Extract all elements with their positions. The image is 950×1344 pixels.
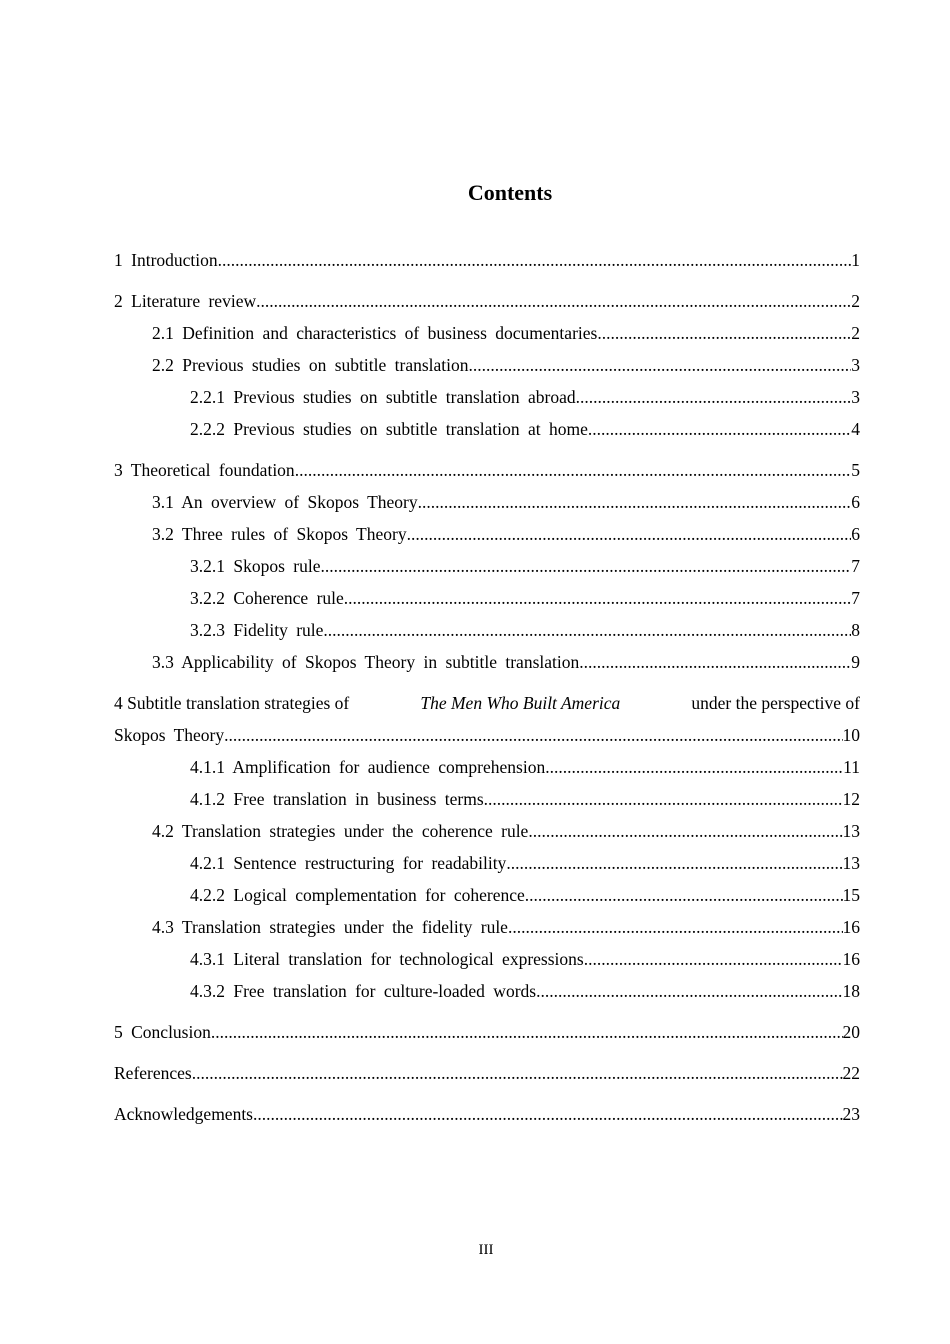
dot-leader bbox=[484, 783, 843, 815]
toc-entry-page: 4 bbox=[851, 419, 860, 439]
toc-entry-label: Acknowledgements bbox=[114, 1104, 253, 1124]
dot-leader bbox=[192, 1057, 843, 1089]
toc-entry-label: 4.1.1 Amplification for audience comprehension bbox=[190, 757, 546, 777]
toc-entry[interactable] bbox=[114, 879, 860, 911]
toc-entry-label: 4.3 Translation strategies under the fidelity rule bbox=[152, 917, 508, 937]
dot-leader bbox=[256, 285, 851, 317]
dot-leader bbox=[545, 751, 843, 783]
toc-entry-page: 22 bbox=[842, 1063, 860, 1083]
dot-leader bbox=[418, 486, 852, 518]
toc-entry[interactable] bbox=[114, 413, 860, 445]
toc-entry-page: 11 bbox=[843, 757, 860, 777]
toc-entry-label: 3.2 Three rules of Skopos Theory bbox=[152, 524, 407, 544]
toc-entry-page: 7 bbox=[851, 556, 860, 576]
toc-entry-page: 6 bbox=[851, 524, 860, 544]
toc-entry-page: 18 bbox=[842, 981, 860, 1001]
dot-leader bbox=[211, 1016, 843, 1048]
toc-entry-label: 2.2.1 Previous studies on subtitle translation abroad bbox=[190, 387, 576, 407]
toc-entry-page: 23 bbox=[842, 1104, 860, 1124]
dot-leader bbox=[588, 413, 851, 445]
toc-entry-label: 3.2.2 Coherence rule bbox=[190, 588, 344, 608]
toc-entry-label-continued: Skopos Theory bbox=[114, 725, 225, 745]
toc-entry-page: 10 bbox=[842, 725, 860, 745]
toc-entry[interactable] bbox=[114, 911, 860, 943]
toc-entry-page: 13 bbox=[842, 821, 860, 841]
toc-entry[interactable] bbox=[114, 381, 860, 413]
toc-entry-chapter-4-line-2[interactable] bbox=[114, 719, 860, 751]
toc-entry-page: 3 bbox=[851, 355, 860, 375]
toc-entry-page: 5 bbox=[851, 460, 860, 480]
toc-entry[interactable] bbox=[114, 975, 860, 1007]
toc-entry-label: 3.3 Applicability of Skopos Theory in subtitle translation bbox=[152, 652, 580, 672]
toc-entry-label: 4.2.1 Sentence restructuring for readability bbox=[190, 853, 507, 873]
table-of-contents bbox=[114, 244, 860, 1130]
toc-entry[interactable] bbox=[114, 751, 860, 783]
toc-entry-page: 13 bbox=[842, 853, 860, 873]
page-title: Contents bbox=[467, 180, 553, 205]
dot-leader bbox=[321, 550, 852, 582]
toc-entry[interactable] bbox=[114, 815, 860, 847]
toc-entry-page: 8 bbox=[851, 620, 860, 640]
toc-entry[interactable] bbox=[114, 285, 860, 317]
toc-entry[interactable] bbox=[114, 1098, 860, 1130]
dot-leader bbox=[506, 847, 842, 879]
toc-entry-label: References bbox=[114, 1063, 192, 1083]
toc-entry-label: 2.1 Definition and characteristics of business documentaries bbox=[152, 323, 598, 343]
dot-leader bbox=[528, 815, 842, 847]
toc-entry[interactable] bbox=[114, 486, 860, 518]
toc-entry-label-suffix: under the perspective of bbox=[691, 693, 860, 713]
dot-leader bbox=[469, 349, 852, 381]
footer-page-number: III bbox=[478, 1242, 494, 1258]
toc-entry-label-prefix: 4 Subtitle translation strategies of bbox=[114, 693, 350, 713]
toc-entry[interactable] bbox=[114, 244, 860, 276]
dot-leader bbox=[224, 719, 842, 751]
toc-entry-page: 7 bbox=[851, 588, 860, 608]
toc-entry-label: 4.3.1 Literal translation for technological expressions bbox=[190, 949, 584, 969]
toc-entry-label: 3.1 An overview of Skopos Theory bbox=[152, 492, 418, 512]
toc-entry-chapter-4-line-1[interactable] bbox=[114, 687, 860, 719]
toc-entry[interactable] bbox=[114, 783, 860, 815]
dot-leader bbox=[295, 454, 852, 486]
dot-leader bbox=[344, 582, 851, 614]
toc-entry-page: 16 bbox=[842, 949, 860, 969]
toc-entry[interactable] bbox=[114, 582, 860, 614]
toc-entry-label: 4.2.2 Logical complementation for coherence bbox=[190, 885, 525, 905]
toc-entry-label: 3.2.3 Fidelity rule bbox=[190, 620, 324, 640]
dot-leader bbox=[579, 646, 851, 678]
toc-entry[interactable] bbox=[114, 454, 860, 486]
dot-leader bbox=[218, 244, 852, 276]
toc-entry-page: 20 bbox=[842, 1022, 860, 1042]
toc-entry[interactable] bbox=[114, 550, 860, 582]
toc-entry[interactable] bbox=[114, 943, 860, 975]
toc-entry-label: 5 Conclusion bbox=[114, 1022, 211, 1042]
toc-entry[interactable] bbox=[114, 1057, 860, 1089]
dot-leader bbox=[536, 975, 842, 1007]
toc-entry-label: 1 Introduction bbox=[114, 250, 218, 270]
dot-leader bbox=[584, 943, 843, 975]
toc-entry-label: 3 Theoretical foundation bbox=[114, 460, 295, 480]
toc-entry-page: 9 bbox=[851, 652, 860, 672]
toc-entry[interactable] bbox=[114, 614, 860, 646]
toc-entry-page: 2 bbox=[851, 291, 860, 311]
toc-entry-label: 2.2 Previous studies on subtitle translation bbox=[152, 355, 469, 375]
dot-leader bbox=[323, 614, 851, 646]
toc-entry[interactable] bbox=[114, 1016, 860, 1048]
toc-entry[interactable] bbox=[114, 847, 860, 879]
toc-entry-label: 3.2.1 Skopos rule bbox=[190, 556, 321, 576]
toc-entry[interactable] bbox=[114, 317, 860, 349]
dot-leader bbox=[576, 381, 852, 413]
toc-entry-page: 6 bbox=[851, 492, 860, 512]
toc-entry-label-italic-title: The Men Who Built America bbox=[420, 693, 621, 713]
toc-entry-label: 2 Literature review bbox=[114, 291, 257, 311]
toc-entry[interactable] bbox=[114, 646, 860, 678]
toc-entry-page: 15 bbox=[842, 885, 860, 905]
toc-entry-page: 16 bbox=[842, 917, 860, 937]
toc-entry-page: 12 bbox=[842, 789, 860, 809]
toc-entry[interactable] bbox=[114, 349, 860, 381]
toc-entry-page: 2 bbox=[851, 323, 860, 343]
dot-leader bbox=[525, 879, 843, 911]
toc-entry-page: 1 bbox=[851, 250, 860, 270]
dot-leader bbox=[253, 1098, 843, 1130]
dot-leader bbox=[508, 911, 843, 943]
toc-entry[interactable] bbox=[114, 518, 860, 550]
toc-entry-label: 4.1.2 Free translation in business terms bbox=[190, 789, 484, 809]
toc-entry-label: 4.2 Translation strategies under the coherence rule bbox=[152, 821, 529, 841]
toc-entry-label: 2.2.2 Previous studies on subtitle translation at home bbox=[190, 419, 588, 439]
toc-entry-page: 3 bbox=[851, 387, 860, 407]
toc-entry-label: 4.3.2 Free translation for culture-loaded words bbox=[190, 981, 537, 1001]
dot-leader bbox=[407, 518, 852, 550]
dot-leader bbox=[597, 317, 851, 349]
